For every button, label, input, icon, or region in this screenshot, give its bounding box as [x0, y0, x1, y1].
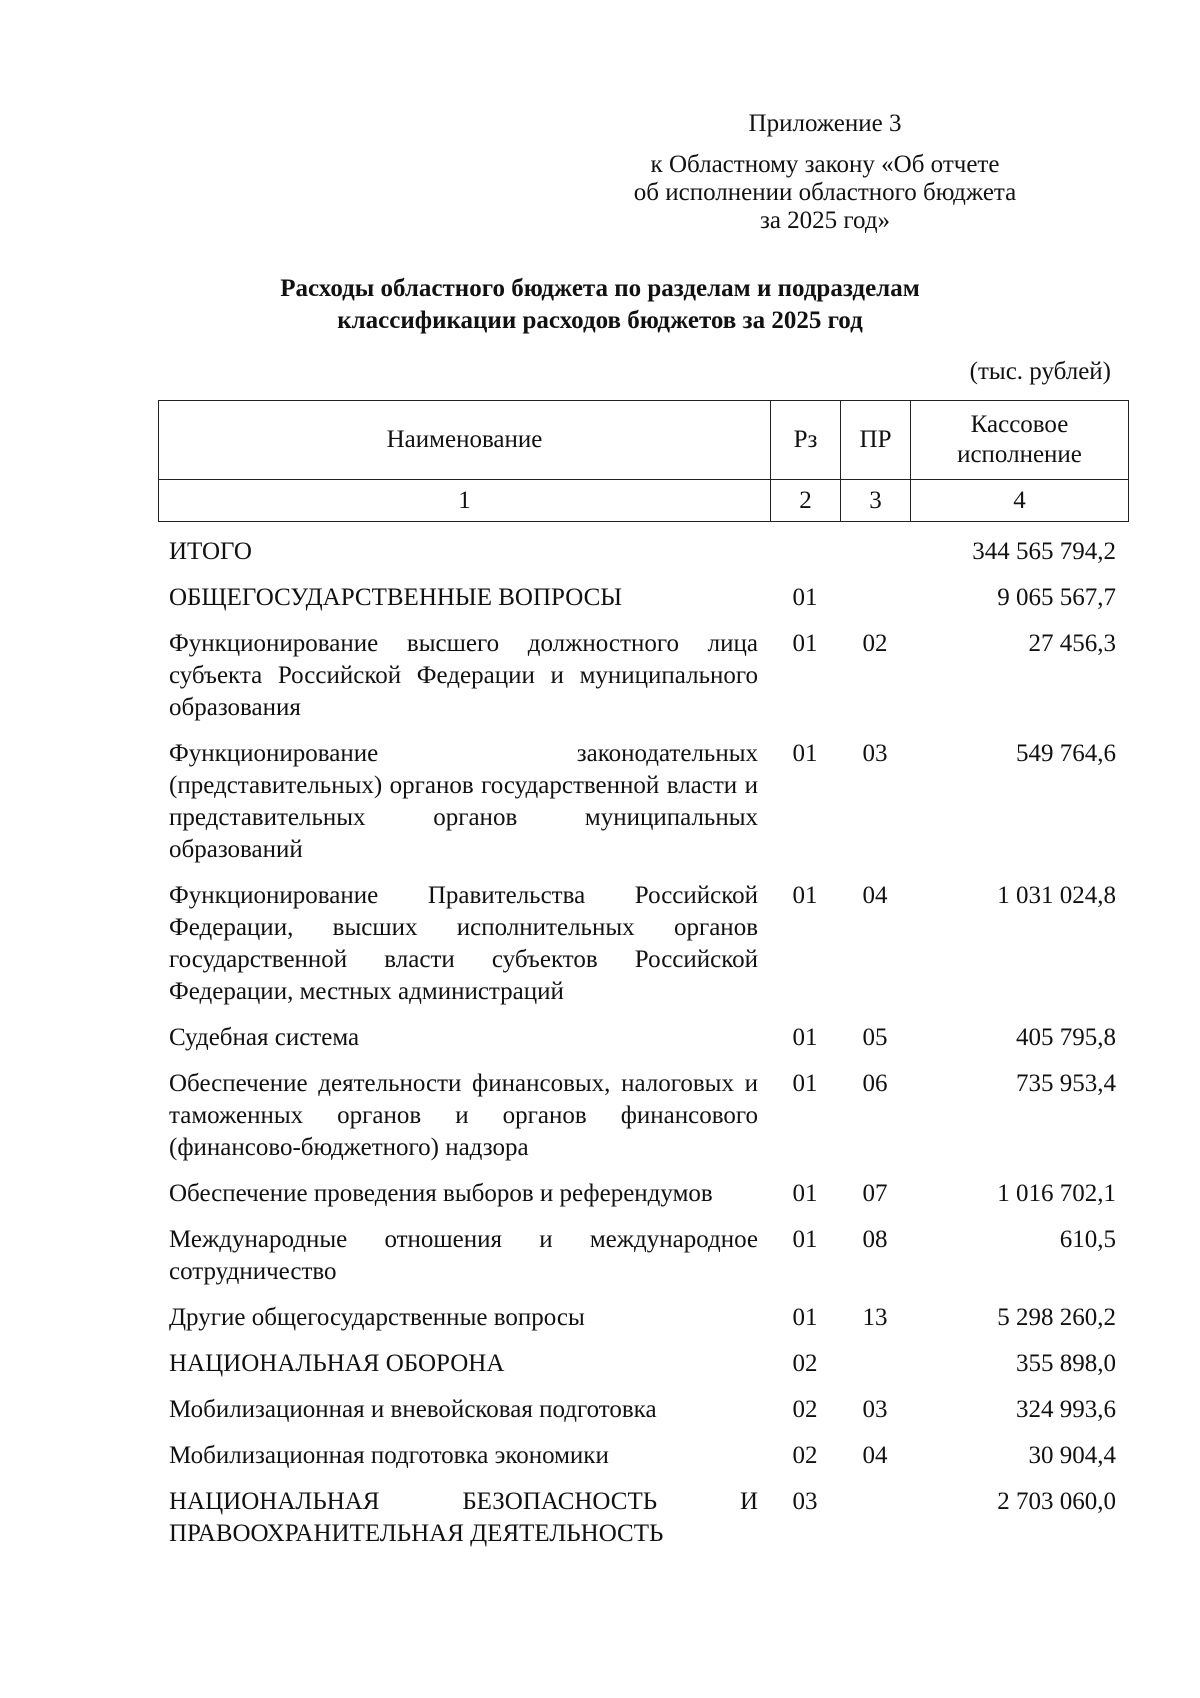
row-rz: 01	[792, 1180, 818, 1207]
row-name: Функционирование Правительства Российской Федерации, высших исполнительных органов государственной власти субъектов Российской Федерации, местных администраций	[169, 882, 758, 1005]
appendix-block	[560, 110, 1090, 235]
row-pr: 13	[862, 1304, 888, 1331]
table-row	[158, 576, 1128, 622]
row-name: Обеспечение проведения выборов и референдумов	[169, 1180, 713, 1207]
row-name: Мобилизационная подготовка экономики	[169, 1442, 609, 1469]
row-rz: 01	[792, 740, 818, 767]
row-name: Международные отношения и международное сотрудничество	[169, 1226, 758, 1285]
row-pr: 02	[862, 630, 888, 657]
table-row	[158, 1296, 1128, 1342]
row-pr: 06	[862, 1070, 888, 1097]
table-row	[158, 1342, 1128, 1388]
row-name: Функционирование высшего должностного лица субъекта Российской Федерации и муниципального образования	[169, 630, 758, 721]
row-name: ИТОГО	[169, 538, 252, 565]
table-row	[158, 1218, 1128, 1296]
row-amount: 610,5	[1059, 1226, 1116, 1253]
document-title-line: Расходы областного бюджета по разделам и подразделам	[280, 275, 920, 302]
row-pr	[840, 1480, 910, 1558]
header-row	[159, 401, 1129, 480]
document-title	[150, 273, 1050, 337]
row-amount: 735 953,4	[1016, 1070, 1116, 1097]
table-row	[158, 1480, 1128, 1558]
row-pr: 04	[862, 882, 888, 909]
table-row	[158, 1172, 1128, 1218]
row-rz: 01	[792, 1226, 818, 1253]
appendix-line: за 2025 год»	[759, 207, 891, 234]
row-name: Мобилизационная и вневойсковая подготовка	[169, 1396, 657, 1423]
table-row	[158, 622, 1128, 732]
row-pr: 07	[862, 1180, 888, 1207]
table-row	[158, 1434, 1128, 1480]
row-rz: 01	[792, 882, 818, 909]
row-rz: 02	[792, 1350, 818, 1377]
row-pr	[840, 1342, 910, 1388]
row-pr: 03	[862, 1396, 888, 1423]
row-name: Обеспечение деятельности финансовых, налоговых и таможенных органов и органов финансового (финансово-бюджетного) надзора	[169, 1070, 758, 1161]
document-title-line: классификации расходов бюджетов за 2025 год	[337, 307, 863, 334]
appendix-line: об исполнении областного бюджета	[633, 179, 1017, 206]
appendix-title: Приложение 3	[748, 110, 902, 137]
row-pr	[840, 576, 910, 622]
row-name: НАЦИОНАЛЬНАЯ ОБОРОНА	[169, 1350, 505, 1377]
row-amount: 5 298 260,2	[997, 1304, 1116, 1331]
table-row	[158, 1016, 1128, 1062]
row-amount: 1 016 702,1	[997, 1180, 1116, 1207]
table-header	[158, 400, 1129, 522]
table-row	[158, 1388, 1128, 1434]
table-body	[158, 530, 1128, 1558]
units-label: (тыс. рублей)	[969, 358, 1111, 385]
row-amount: 344 565 794,2	[972, 538, 1116, 565]
row-pr: 05	[862, 1024, 888, 1051]
appendix-line: к Областному закону «Об отчете	[650, 151, 1000, 178]
header-rz: Рз	[771, 401, 841, 480]
row-rz: 03	[792, 1488, 818, 1515]
row-rz	[770, 530, 840, 576]
row-name: Функционирование законодательных (представительных) органов государственной власти и представительных органов муниципальных образований	[169, 740, 758, 863]
row-rz: 01	[792, 1070, 818, 1097]
row-amount: 355 898,0	[1016, 1350, 1116, 1377]
row-name: НАЦИОНАЛЬНАЯ БЕЗОПАСНОСТЬ И ПРАВООХРАНИТЕЛЬНАЯ ДЕЯТЕЛЬНОСТЬ	[169, 1488, 758, 1547]
header-amount: Кассовое исполнение	[911, 401, 1129, 480]
row-amount: 405 795,8	[1016, 1024, 1116, 1051]
header-pr: ПР	[841, 401, 911, 480]
row-amount: 549 764,6	[1016, 740, 1116, 767]
row-pr: 08	[862, 1226, 888, 1253]
row-name: Другие общегосударственные вопросы	[169, 1304, 585, 1331]
column-number-row	[159, 480, 1129, 522]
column-number: 2	[771, 480, 841, 522]
row-rz: 01	[792, 584, 818, 611]
row-amount: 9 065 567,7	[997, 584, 1116, 611]
column-number: 3	[841, 480, 911, 522]
table-row	[158, 1062, 1128, 1172]
header-name: Наименование	[159, 401, 771, 480]
row-rz: 02	[792, 1396, 818, 1423]
row-pr	[840, 530, 910, 576]
row-amount: 1 031 024,8	[997, 882, 1116, 909]
row-amount: 324 993,6	[1016, 1396, 1116, 1423]
row-amount: 2 703 060,0	[997, 1488, 1116, 1515]
row-name: Судебная система	[169, 1024, 360, 1051]
column-number: 1	[159, 480, 771, 522]
expenditure-table	[158, 530, 1128, 1558]
column-number: 4	[911, 480, 1129, 522]
row-pr: 04	[862, 1442, 888, 1469]
row-rz: 01	[792, 1304, 818, 1331]
row-amount: 30 904,4	[1028, 1442, 1116, 1469]
row-pr: 03	[862, 740, 888, 767]
row-amount: 27 456,3	[1028, 630, 1116, 657]
row-rz: 01	[792, 630, 818, 657]
row-rz: 01	[792, 1024, 818, 1051]
row-rz: 02	[792, 1442, 818, 1469]
table-row	[158, 874, 1128, 1016]
table-row	[158, 732, 1128, 874]
row-name: ОБЩЕГОСУДАРСТВЕННЫЕ ВОПРОСЫ	[169, 584, 623, 611]
table-row	[158, 530, 1128, 576]
